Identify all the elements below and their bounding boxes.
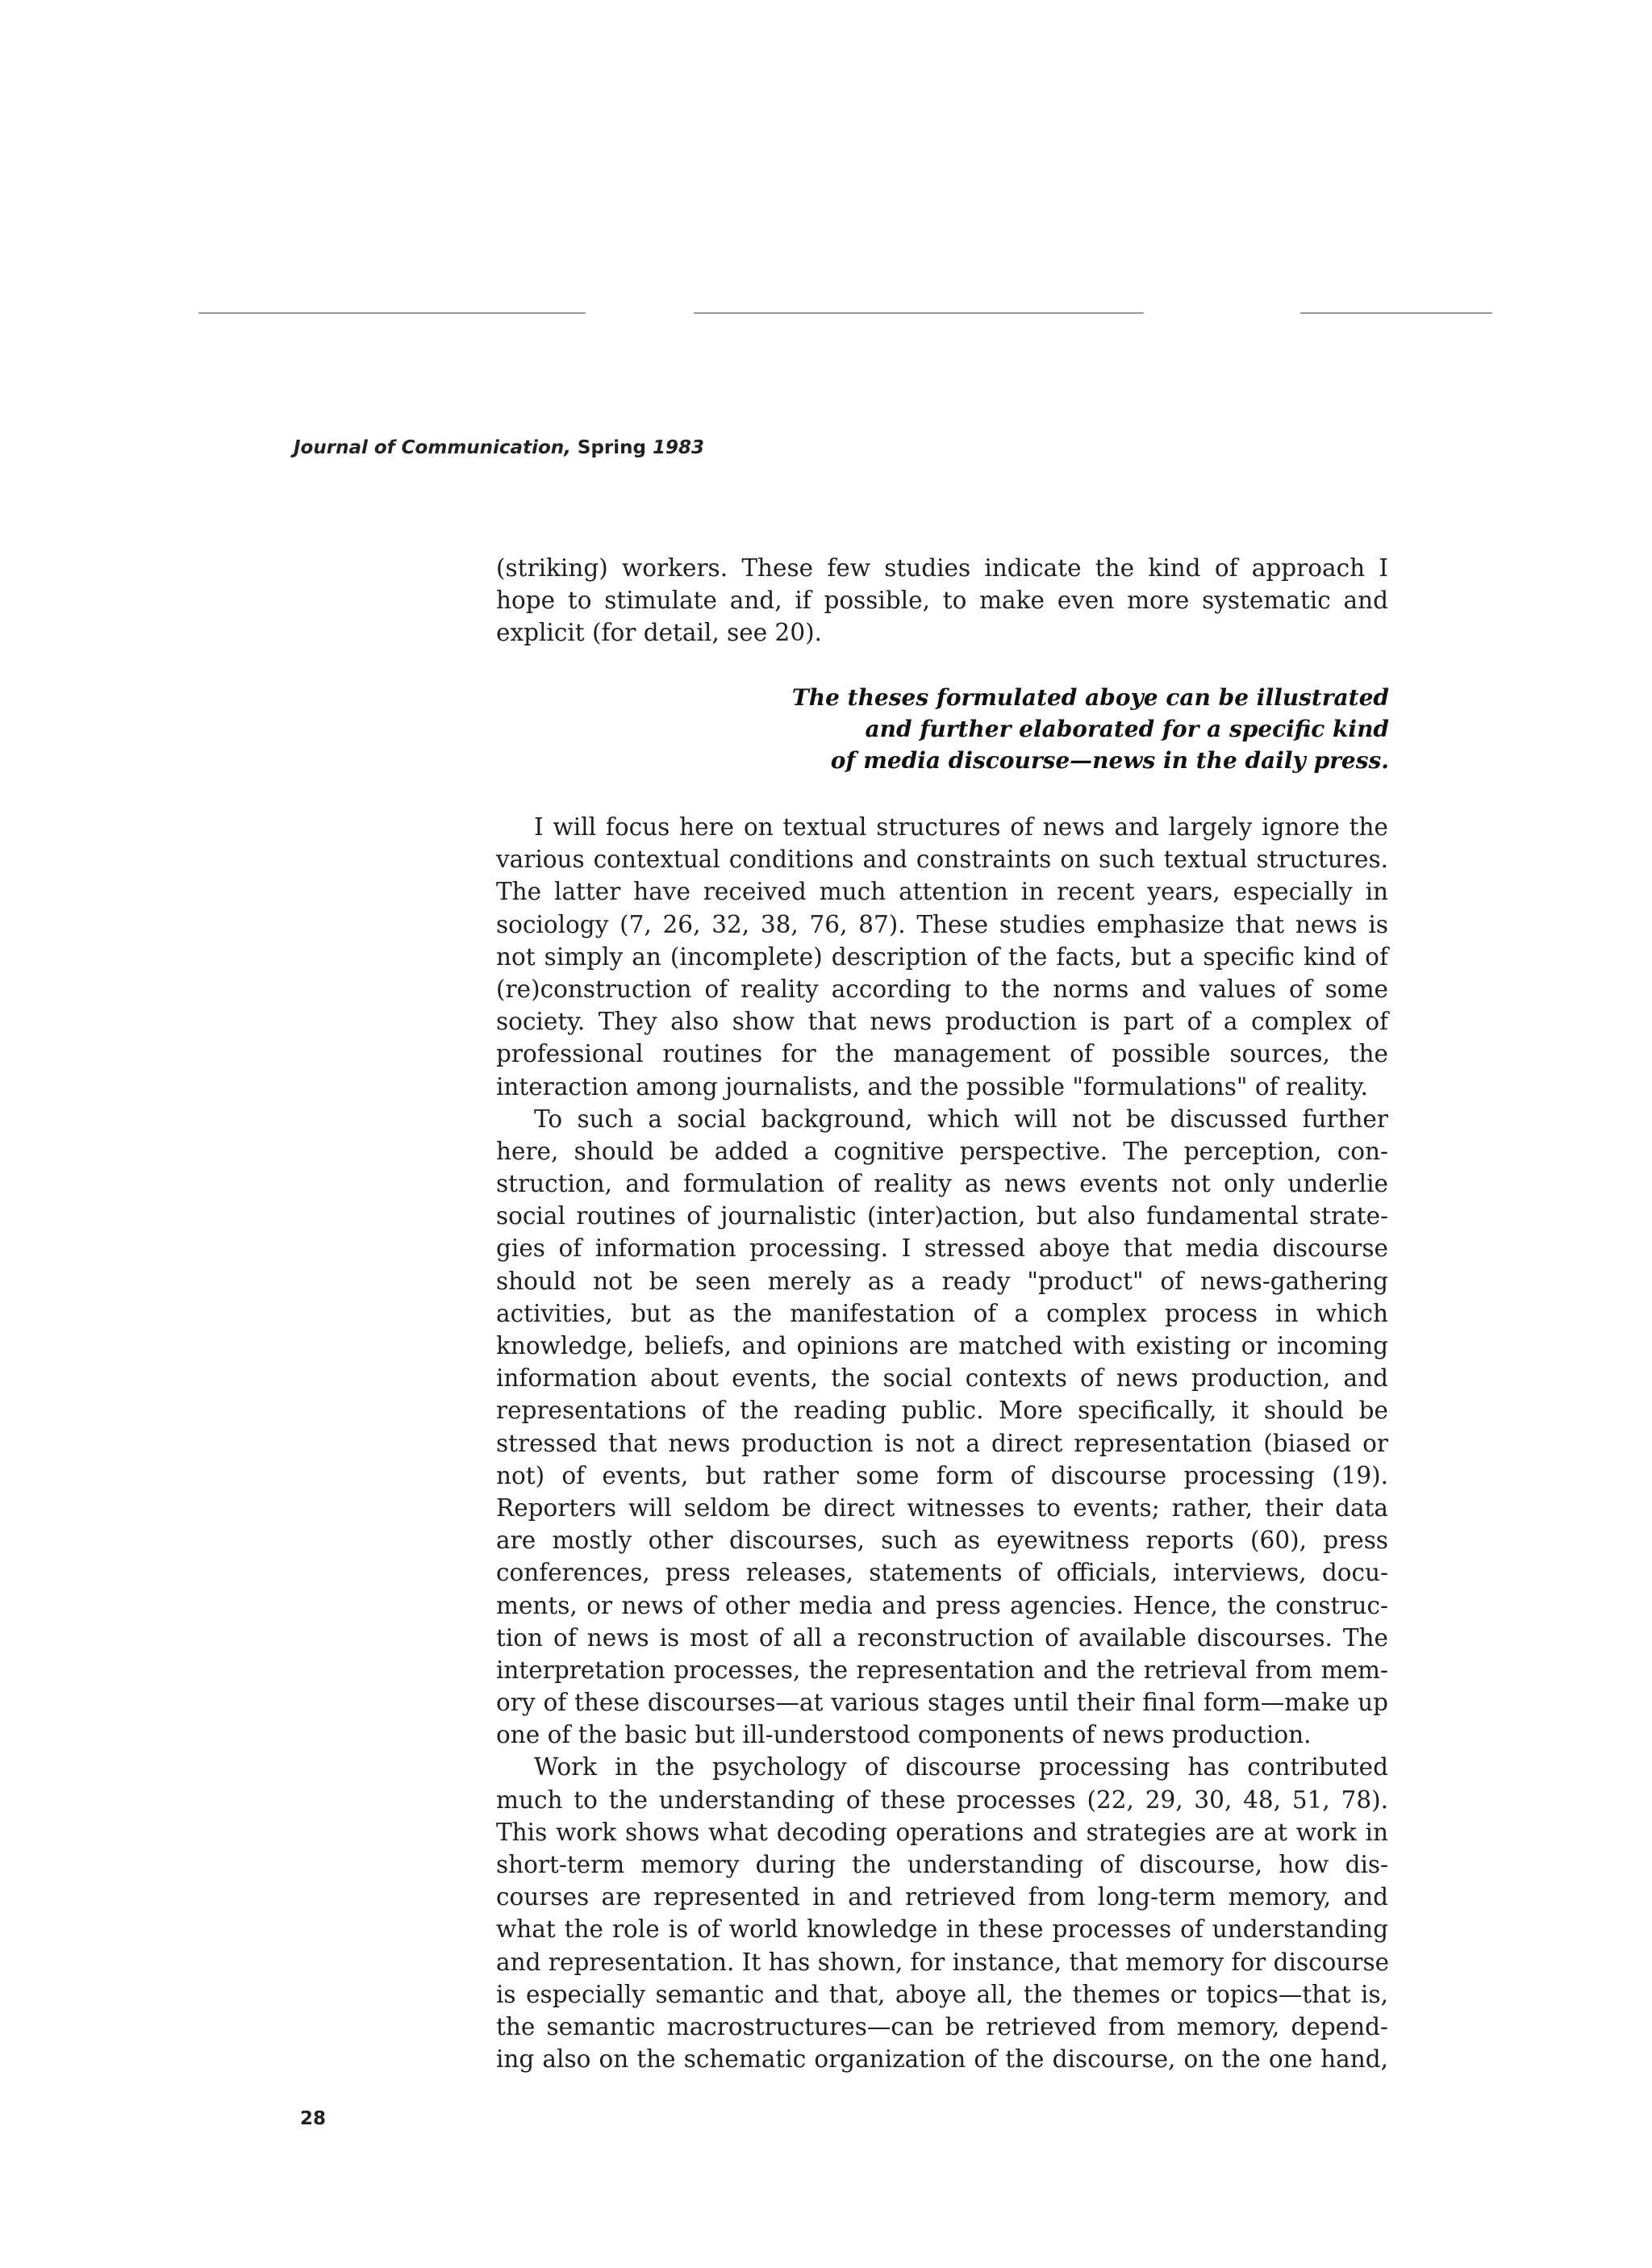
text-line: ory of these discourses—at various stages until their final form—make up bbox=[496, 1689, 1388, 1717]
journal-year: 1983 bbox=[653, 437, 705, 458]
text-line: what the role is of world knowledge in these processes of understanding bbox=[496, 1915, 1388, 1944]
text-line: ing also on the schematic organization of the discourse, on the one hand, bbox=[496, 2045, 1388, 2074]
text-line: information about events, the social contexts of news production, and bbox=[496, 1364, 1388, 1393]
text-line: and representation. It has shown, for instance, that memory for discourse bbox=[496, 1948, 1390, 1976]
text-line: interaction among journalists, and the possible "formulations" of reality. bbox=[496, 1072, 1368, 1101]
pull-quote-line: The theses formulated aboye can be illustrated bbox=[791, 684, 1389, 711]
header-rule-center bbox=[694, 312, 1144, 314]
text-line: hope to stimulate and, if possible, to make even more systematic and bbox=[496, 587, 1388, 615]
text-line: (re)construction of reality according to the norms and values of some bbox=[496, 975, 1388, 1003]
text-line: the semantic macrostructures—can be retrieved from memory, depend- bbox=[496, 2012, 1388, 2040]
text-line: activities, but as the manifestation of a complex process in which bbox=[496, 1299, 1388, 1327]
text-line: explicit (for detail, see 20). bbox=[496, 619, 822, 647]
text-line: are mostly other discourses, such as eyewitness reports (60), press bbox=[496, 1527, 1388, 1555]
text-line: To such a social background, which will not be discussed further bbox=[534, 1105, 1388, 1133]
text-line: Work in the psychology of discourse processing has contributed bbox=[534, 1753, 1388, 1781]
text-line: one of the basic but ill-understood components of news production. bbox=[496, 1721, 1312, 1749]
text-line: conferences, press releases, statements of officials, interviews, docu- bbox=[496, 1559, 1388, 1587]
text-line: sociology (7, 26, 32, 38, 76, 87). These studies emphasize that news is bbox=[496, 910, 1388, 938]
text-line: struction, and formulation of reality as news events not only underlie bbox=[496, 1170, 1388, 1198]
text-line: short-term memory during the understanding of discourse, how dis- bbox=[496, 1851, 1388, 1878]
text-line: The latter have received much attention in recent years, especially in bbox=[496, 878, 1388, 906]
pull-quote-line: of media discourse—news in the daily press. bbox=[830, 747, 1389, 774]
pull-quote bbox=[726, 682, 1389, 776]
text-line: knowledge, beliefs, and opinions are matched with existing or incoming bbox=[496, 1332, 1388, 1360]
text-line: much to the understanding of these processes (22, 29, 30, 48, 51, 78). bbox=[496, 1786, 1388, 1814]
text-line: social routines of journalistic (inter)action, but also fundamental strate- bbox=[496, 1202, 1388, 1230]
running-head bbox=[294, 437, 704, 458]
text-line: Reporters will seldom be direct witnesses to events; rather, their data bbox=[496, 1493, 1388, 1522]
text-line: stressed that news production is not a direct representation (biased or bbox=[496, 1429, 1388, 1457]
text-line: courses are represented in and retrieved from long-term memory, and bbox=[496, 1883, 1388, 1911]
pull-quote-line: and further elaborated for a specific kind bbox=[865, 716, 1389, 742]
text-line: is especially semantic and that, aboye all, the themes or topics—that is, bbox=[496, 1980, 1388, 2008]
text-line: professional routines for the management of possible sources, the bbox=[496, 1040, 1388, 1068]
text-line: not simply an (incomplete) description of the facts, but a specific kind of bbox=[496, 942, 1388, 971]
text-line: (striking) workers. These few studies indicate the kind of approach I bbox=[496, 554, 1388, 582]
page-number: 28 bbox=[300, 2108, 327, 2129]
journal-title: Journal of Communication, bbox=[294, 437, 571, 458]
text-line: various contextual conditions and constraints on such textual structures. bbox=[496, 846, 1388, 874]
text-line: should not be seen merely as a ready "product" of news-gathering bbox=[496, 1267, 1388, 1295]
text-line: society. They also show that news production is part of a complex of bbox=[496, 1008, 1388, 1036]
body-text bbox=[496, 811, 1388, 2075]
text-line: interpretation processes, the representation and the retrieval from mem- bbox=[496, 1656, 1388, 1684]
text-line: tion of news is most of all a reconstruction of available discourses. The bbox=[496, 1623, 1388, 1652]
text-line: ments, or news of other media and press agencies. Hence, the construc- bbox=[496, 1591, 1388, 1619]
text-line: gies of information processing. I stressed aboye that media discourse bbox=[496, 1234, 1388, 1263]
text-line: representations of the reading public. More specifically, it should be bbox=[496, 1397, 1388, 1425]
text-line: not) of events, but rather some form of discourse processing (19). bbox=[496, 1461, 1388, 1489]
header-rule-right bbox=[1300, 312, 1492, 314]
text-line: This work shows what decoding operations and strategies are at work in bbox=[496, 1818, 1388, 1846]
header-rule-left bbox=[198, 312, 586, 314]
paragraph-continued bbox=[496, 552, 1388, 649]
text-line: here, should be added a cognitive perspective. The perception, con- bbox=[496, 1137, 1388, 1165]
journal-season: Spring bbox=[577, 437, 646, 458]
text-line: I will focus here on textual structures of news and largely ignore the bbox=[534, 813, 1388, 841]
